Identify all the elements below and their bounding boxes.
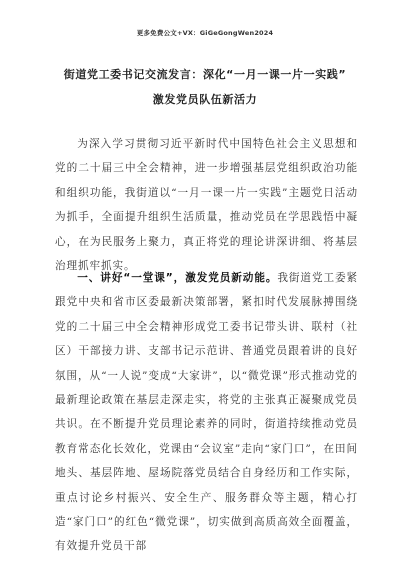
- paragraph-intro: [55, 132, 358, 278]
- document-title-line-2: 激发党员队伍新活力: [152, 93, 258, 106]
- paragraph-section-1: [55, 266, 358, 559]
- document-title-line-1: 街道党工委书记交流发言：深化“一月一课一片一实践”: [63, 68, 347, 81]
- section-1-heading: 一、讲好“一堂课”，激发党员新动能。: [77, 272, 278, 284]
- paragraph-intro-text: 为深入学习贯彻习近平新时代中国特色社会主义思想和党的二十届三中全会精神，进一步增强基层党组织政治功能和组织功能，我街道以“一月一课一片一实践”主题党日活动为抓手，全面提升组织生活质量，推动党员在学思践悟中凝心，在为民服务上聚力，真正将党的理论讲深讲细、将基层治理抓牢抓实。: [55, 138, 358, 273]
- header-note: 更多免费公文+VX：GiGeGongWen2024: [136, 29, 274, 37]
- section-1-text: 我街道党工委紧跟党中央和省市区委最新决策部署，紧扣时代发展脉搏围绕党的二十届三中全会精神形成党工委书记带头讲、联村（社区）干部接力讲、支部书记示范讲、普通党员跟着讲的良好氛围，从“一人说”变成“大家讲”，以“微党课”形式推动党的最新理论政策在基层走深走实，将党的主张真正凝聚成党员共识。在不断提升党员理论素养的同时，街道持续推动党员教育常态化长效化，党课由“会议室”走向“家门口”，在田间地头、基层阵地、屋场院落党员结合自身经历和工作实际，重点讨论乡村振兴、安全生产、服务群众等主题，精心打造“家门口”的红色“微党课”，切实做到高质高效全面覆盖，有效提升党员干部: [55, 272, 358, 553]
